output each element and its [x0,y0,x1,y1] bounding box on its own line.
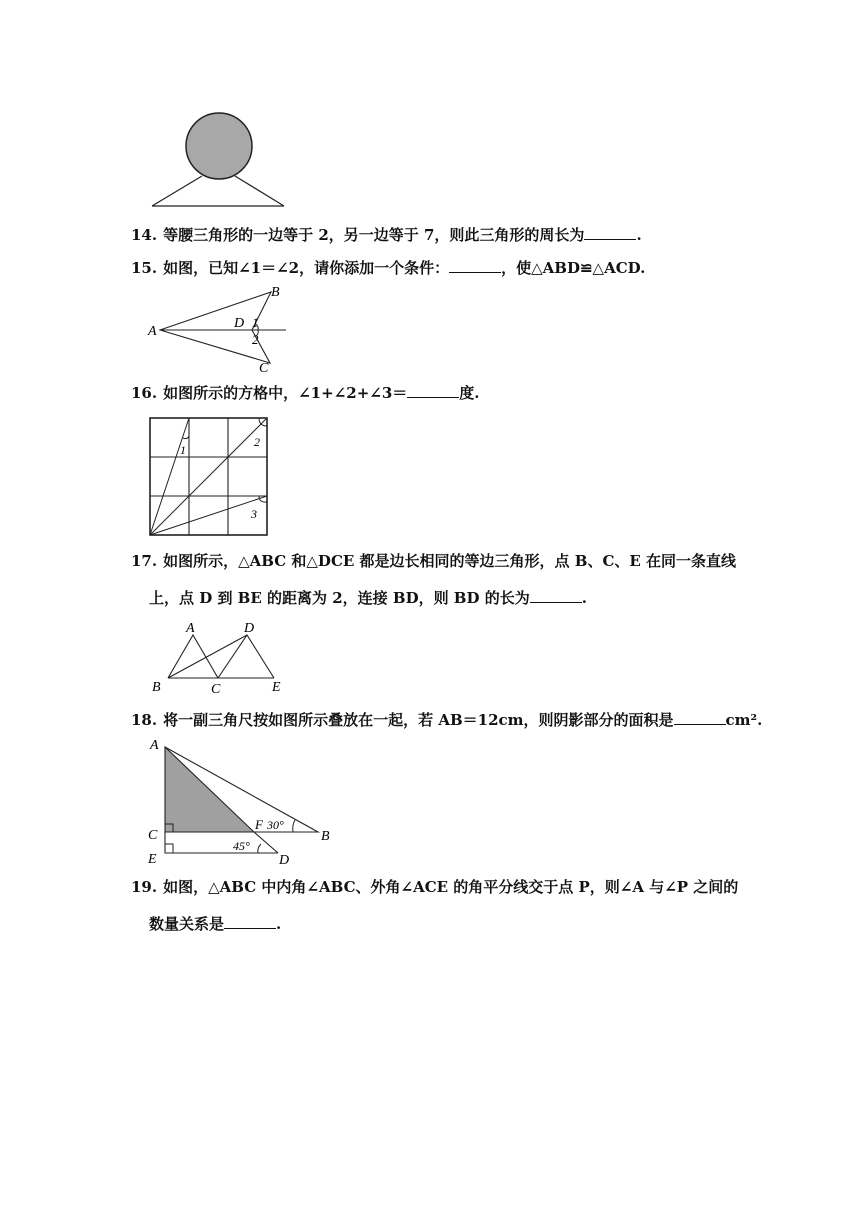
question-number: 16. [131,384,158,402]
question-number: 18. [131,711,158,729]
question-number: 14. [131,226,158,244]
answer-blank[interactable] [584,223,636,240]
label-C: C [211,682,221,697]
triangles [168,635,274,678]
question-text: 将一副三角尺按如图所示叠放在一起，若 AB＝12cm，则阴影部分的面积是 [163,711,674,729]
q15-lines [160,292,286,363]
label-D: D [244,621,255,636]
question-text-b: ，使△ABD≌△ACD. [501,259,646,277]
answer-blank[interactable] [407,381,459,398]
label-F: F [255,817,263,832]
question-text-line2: 数量关系是 [149,915,225,933]
label-A: A [186,621,195,636]
q15-figure [146,283,296,375]
label-B: B [321,829,330,844]
label-E: E [272,680,281,695]
label-1: 1 [252,315,259,330]
shaded-circle [186,113,252,179]
label-B: B [271,285,280,300]
label-45deg: 45° [233,839,250,853]
question-end: . [636,226,642,244]
question-15 [131,256,645,279]
question-text: 如图所示的方格中，∠1+∠2+∠3＝ [163,384,408,402]
question-text-line1: 如图，△ABC 中内角∠ABC、外角∠ACE 的角平分线交于点 P，则∠A 与∠P 之间的 [163,878,739,896]
diagonal-lines [150,418,267,535]
question-text: 等腰三角形的一边等于 2，另一边等于 7，则此三角形的周长为 [163,226,585,244]
label-D: D [234,316,245,331]
question-16 [131,381,480,404]
answer-blank[interactable] [530,586,582,603]
question-text-line1: 如图所示，△ABC 和△DCE 都是边长相同的等边三角形，点 B、C、E 在同一条直线 [163,552,737,570]
question-number: 17. [131,552,158,570]
label-2: 2 [254,435,260,449]
label-1: 1 [180,443,186,457]
label-B: B [152,680,161,695]
label-D: D [279,853,290,868]
triangle-sides [152,176,284,206]
question-number: 19. [131,878,158,896]
question-18 [131,708,762,731]
question-end: 度. [459,384,480,402]
label-3: 3 [251,507,257,521]
question-text-line2: 上，点 D 到 BE 的距离为 2，连接 BD，则 BD 的长为 [149,589,530,607]
question-19 [131,876,738,935]
label-C: C [259,361,269,376]
q17-figure [148,617,294,697]
q16-grid-figure [147,416,271,538]
question-end: . [276,915,282,933]
question-number: 15. [131,259,158,277]
label-2: 2 [252,332,259,347]
question-text-a: 如图，已知∠1＝∠2，请你添加一个条件： [163,259,450,277]
question-end: cm². [725,711,763,729]
question-14 [131,223,642,246]
question-17 [131,550,736,609]
label-C: C [148,828,158,843]
label-E: E [148,852,157,867]
label-30deg: 30° [267,818,284,832]
circle-triangle-figure [148,104,288,210]
answer-blank[interactable] [224,912,276,929]
q18-figure [145,736,340,868]
question-end: . [581,589,587,607]
label-A: A [150,738,159,753]
answer-blank[interactable] [674,708,726,725]
answer-blank[interactable] [449,256,501,273]
label-A: A [148,324,157,339]
